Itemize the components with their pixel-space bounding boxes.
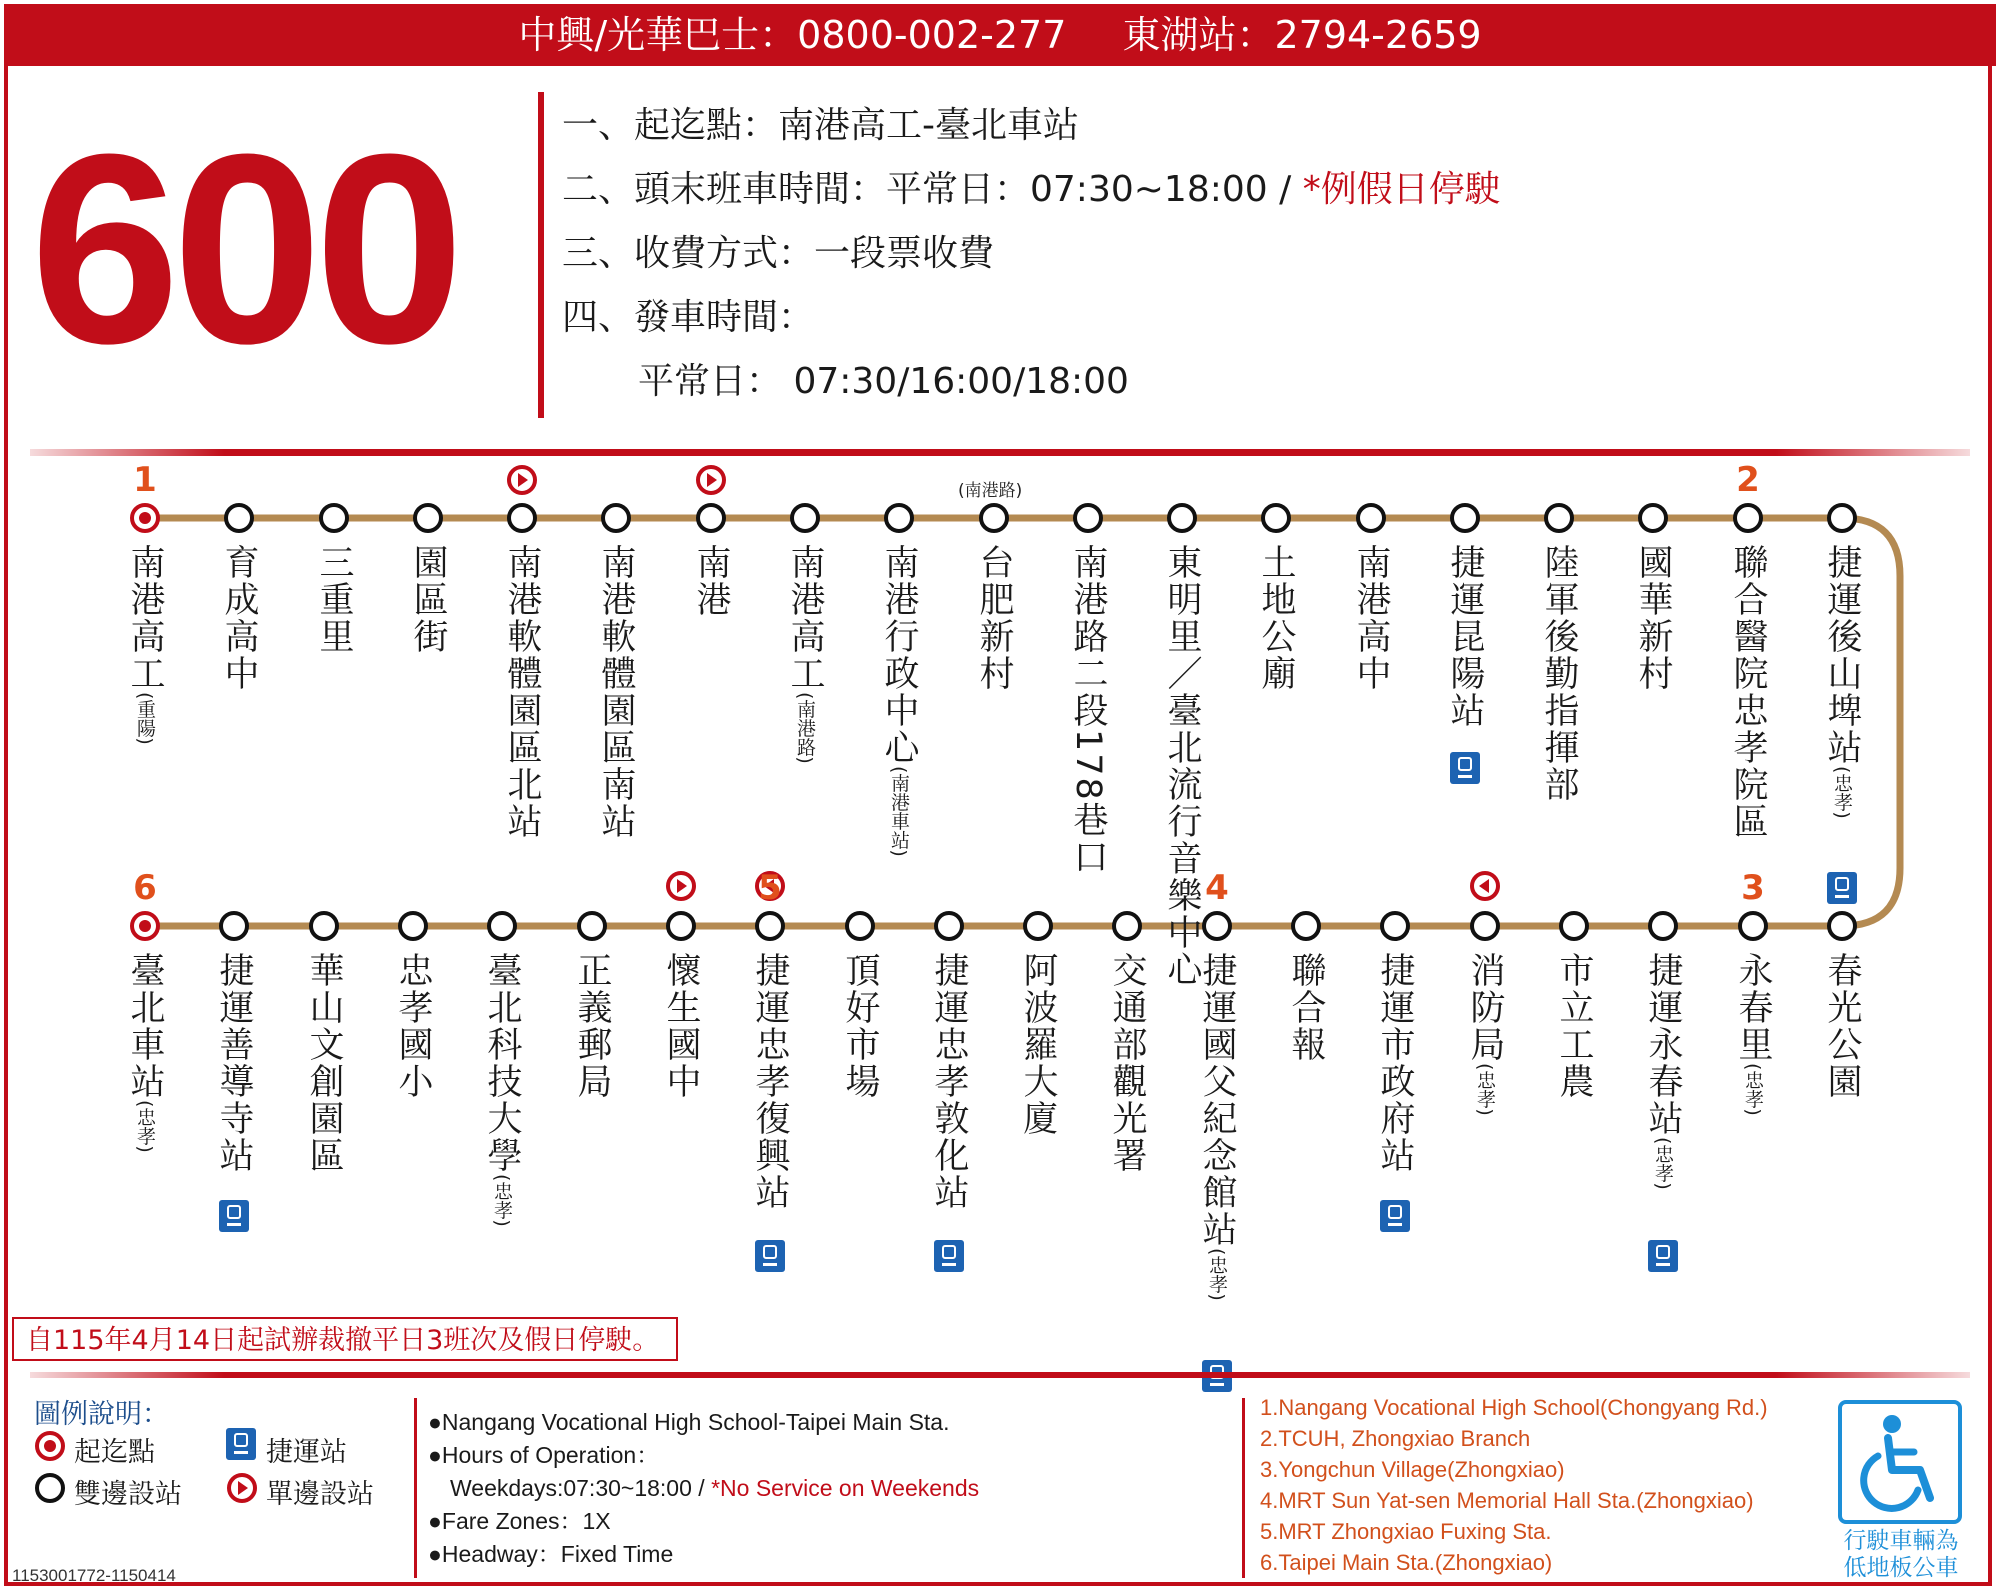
stop-name — [1822, 544, 1862, 819]
terminals-english — [1260, 1392, 1768, 1578]
mrt-icon — [1450, 752, 1480, 784]
stop-name-text: 陸軍後勤指揮部 — [1539, 544, 1579, 803]
stop-marker — [698, 505, 724, 531]
terminal-en-3: 3.Yongchun Village(Zhongxiao) — [1260, 1457, 1565, 1482]
stop-marker — [400, 913, 426, 939]
info-weekend-suspended: *例假日停駛 — [1302, 169, 1501, 210]
bottom-divider — [30, 1372, 1970, 1378]
stop-name-text: 捷運國父紀念館站 — [1197, 952, 1237, 1248]
terminal-en-5: 5.MRT Zhongxiao Fuxing Sta. — [1260, 1519, 1552, 1544]
stop-name-text: 東明里／臺北流行音樂中心 — [1162, 544, 1202, 988]
low-floor-label — [1826, 1528, 1976, 1582]
stop-sub-label: (忠孝) — [1474, 1063, 1496, 1116]
legend-mrt: 捷運站 — [266, 1437, 347, 1468]
terminal-en-1: 1.Nangang Vocational High School(Chongyang Rd.) — [1260, 1395, 1768, 1420]
stop-sub-label: (忠孝) — [1831, 766, 1853, 819]
terminal-en-4: 4.MRT Sun Yat-sen Memorial Hall Sta.(Zhongxiao) — [1260, 1488, 1754, 1513]
stop-marker — [1650, 913, 1676, 939]
stop-marker — [668, 913, 694, 939]
info-endpoints: 一、起迄點：南港高工-臺北車站 — [562, 105, 1079, 146]
english-info — [428, 1406, 979, 1571]
stop-name-text: 消防局 — [1465, 952, 1505, 1063]
stop-sub-label: (南港路) — [794, 692, 816, 764]
stop-marker — [1740, 913, 1766, 939]
info-hours-text: 二、頭末班車時間：平常日：07:30~18:00 / — [562, 169, 1303, 210]
stop-name-text: 頂好市場 — [840, 952, 880, 1100]
stop-marker — [936, 913, 962, 939]
stop-name — [1633, 544, 1673, 692]
stop-sub-label: (忠孝) — [1206, 1248, 1228, 1301]
stop-marker — [757, 913, 783, 939]
en-hours-title: ●Hours of Operation： — [428, 1442, 660, 1468]
stop-name — [1197, 952, 1237, 1301]
stop-name — [750, 952, 790, 1211]
stop-name — [502, 544, 542, 840]
road-note: (南港路) — [958, 481, 1023, 501]
low-floor-line1: 行駛車輛為 — [1843, 1528, 1959, 1554]
stop-name-text: 南港軟體園區北站 — [502, 544, 542, 840]
stop-name-text: 南港軟體園區南站 — [596, 544, 636, 840]
stop-name-text: 捷運忠孝敦化站 — [929, 952, 969, 1211]
legend-single-symbol — [226, 1472, 260, 1506]
stop-name-text: 捷運永春站 — [1643, 952, 1683, 1137]
wheelchair-icon — [1838, 1400, 1962, 1524]
stop-marker — [847, 913, 873, 939]
stop-name — [1539, 544, 1579, 803]
terminal-dot — [139, 920, 151, 932]
mrt-icon — [1380, 1200, 1410, 1232]
mrt-icon — [1648, 1240, 1678, 1272]
stop-name-text: 南港高工 — [785, 544, 825, 692]
stop-name — [1728, 544, 1768, 840]
terminal-number: 1 — [133, 460, 157, 500]
en-weekends: *No Service on Weekends — [711, 1475, 980, 1501]
stop-marker — [1075, 505, 1101, 531]
info-departures-times: 平常日： 07:30/16:00/18:00 — [638, 361, 1129, 402]
station-phone: 東湖站：2794-2659 — [1122, 13, 1482, 57]
stop-sub-label: (南港車站) — [888, 766, 910, 857]
stop-name-text: 捷運後山埤站 — [1822, 544, 1862, 766]
stop-marker — [886, 505, 912, 531]
stop-name-text: 臺北車站 — [125, 952, 165, 1100]
mrt-icon — [1827, 872, 1857, 904]
stop-name-text: 聯合報 — [1286, 952, 1326, 1063]
stop-name-text: 捷運善導寺站 — [214, 952, 254, 1174]
info-departures-title: 四、發車時間： — [562, 297, 815, 338]
stop-name — [1256, 544, 1296, 692]
stop-marker — [1114, 913, 1140, 939]
stop-marker — [792, 505, 818, 531]
stop-marker — [1382, 913, 1408, 939]
stop-name — [661, 952, 701, 1100]
stop-name — [125, 544, 165, 745]
stop-name — [840, 952, 880, 1100]
stop-name — [1107, 952, 1147, 1174]
stop-name — [572, 952, 612, 1100]
en-headway: ●Headway：Fixed Time — [428, 1541, 674, 1567]
stop-marker — [1025, 913, 1051, 939]
stop-marker — [311, 913, 337, 939]
stop-marker — [226, 505, 252, 531]
stop-name-text: 華山文創園區 — [304, 952, 344, 1174]
stop-name-text: 土地公廟 — [1256, 544, 1296, 692]
stop-name-text: 永春里 — [1733, 952, 1773, 1063]
stop-marker — [221, 913, 247, 939]
legend-mrt-icon — [226, 1428, 256, 1460]
stop-name-text: 市立工農 — [1554, 952, 1594, 1100]
legend-single: 單邊設站 — [266, 1479, 374, 1510]
terminals-divider — [1242, 1398, 1245, 1578]
stop-marker — [1640, 505, 1666, 531]
stop-name — [1068, 544, 1108, 876]
company-hotline: 中興/光華巴士：0800-002-277 — [518, 13, 1067, 57]
stop-name — [214, 952, 254, 1174]
stop-name-text: 南港 — [691, 544, 731, 618]
legend-both: 雙邊設站 — [74, 1479, 182, 1510]
stop-name-text: 南港路二段178巷口 — [1068, 544, 1108, 876]
terminal-number: 3 — [1741, 868, 1765, 908]
stop-name — [1445, 544, 1485, 729]
stop-name-text: 聯合醫院忠孝院區 — [1728, 544, 1768, 840]
stop-name-text: 南港高工 — [125, 544, 165, 692]
stop-name — [1554, 952, 1594, 1100]
stop-name — [879, 544, 919, 857]
stop-name — [408, 544, 448, 655]
mrt-icon — [219, 1200, 249, 1232]
stop-sub-label: (重陽) — [134, 692, 156, 745]
stop-name-text: 台肥新村 — [974, 544, 1014, 692]
stop-marker — [603, 505, 629, 531]
legend-terminal: 起迄點 — [74, 1437, 155, 1468]
en-endpoints: ●Nangang Vocational High School-Taipei Main Sta. — [428, 1409, 950, 1435]
stop-name-text: 正義郵局 — [572, 952, 612, 1100]
stop-name-text: 南港行政中心 — [879, 544, 919, 766]
stop-name — [1733, 952, 1773, 1116]
mrt-icon — [755, 1240, 785, 1272]
stop-marker — [415, 505, 441, 531]
stop-name-text: 捷運忠孝復興站 — [750, 952, 790, 1211]
stop-name — [393, 952, 433, 1100]
terminal-en-6: 6.Taipei Main Sta.(Zhongxiao) — [1260, 1550, 1553, 1575]
both-sides-icon — [37, 1475, 63, 1501]
terminal-dot — [139, 512, 151, 524]
stop-name-text: 園區街 — [408, 544, 448, 655]
en-hours — [428, 1472, 979, 1505]
stop-marker — [1561, 913, 1587, 939]
terminal-number: 6 — [133, 868, 157, 908]
low-floor-line2: 低地板公車 — [1843, 1555, 1959, 1581]
stop-marker — [1829, 913, 1855, 939]
stop-sub-label: (忠孝) — [1742, 1063, 1764, 1116]
stop-name-text: 育成高中 — [219, 544, 259, 692]
stop-name — [1822, 952, 1862, 1100]
route-number: 600 — [30, 99, 457, 400]
stop-name — [1375, 952, 1415, 1174]
terminal-number: 4 — [1205, 868, 1229, 908]
stop-name — [1643, 952, 1683, 1190]
stop-marker — [1204, 913, 1230, 939]
terminal-en-2: 2.TCUH, Zhongxiao Branch — [1260, 1426, 1531, 1451]
terminal-number: 2 — [1736, 460, 1760, 500]
stop-name-text: 臺北科技大學 — [482, 952, 522, 1174]
stop-name — [125, 952, 165, 1153]
stop-name — [482, 952, 522, 1227]
stop-name — [1286, 952, 1326, 1063]
stop-marker — [1829, 505, 1855, 531]
stop-marker — [489, 913, 515, 939]
stop-marker — [1293, 913, 1319, 939]
stop-name — [219, 544, 259, 692]
stop-sub-label: (忠孝) — [134, 1100, 156, 1153]
stop-name — [596, 544, 636, 840]
stop-name — [691, 544, 731, 618]
stop-name-text: 懷生國中 — [661, 952, 701, 1100]
stop-name-text: 交通部觀光署 — [1107, 952, 1147, 1174]
stop-name — [1018, 952, 1058, 1137]
terminal-number: 5 — [758, 868, 782, 908]
document-code: 1153001772-1150414 — [12, 1566, 176, 1585]
stop-name-text: 南港高中 — [1351, 544, 1391, 692]
stop-marker — [1735, 505, 1761, 531]
info-fare: 三、收費方式：一段票收費 — [562, 233, 995, 274]
stop-name — [1351, 544, 1391, 692]
stop-marker — [321, 505, 347, 531]
stop-marker — [579, 913, 605, 939]
stop-name — [1465, 952, 1505, 1116]
stop-name-text: 阿波羅大廈 — [1018, 952, 1058, 1137]
stop-name — [314, 544, 354, 655]
stop-name-text: 三重里 — [314, 544, 354, 655]
stop-name — [304, 952, 344, 1174]
stop-name-text: 忠孝國小 — [393, 952, 433, 1100]
stop-marker — [509, 505, 535, 531]
stop-name-text: 春光公園 — [1822, 952, 1862, 1100]
stop-name-text: 捷運市政府站 — [1375, 952, 1415, 1174]
en-fare: ●Fare Zones：1X — [428, 1508, 611, 1534]
stop-marker — [1472, 913, 1498, 939]
stop-sub-label: (忠孝) — [1652, 1137, 1674, 1190]
en-weekdays: Weekdays:07:30~18:00 / — [450, 1475, 712, 1501]
stop-name — [974, 544, 1014, 692]
stop-marker — [1452, 505, 1478, 531]
stop-marker — [1263, 505, 1289, 531]
mrt-icon — [934, 1240, 964, 1272]
stop-name — [929, 952, 969, 1211]
stop-marker — [1358, 505, 1384, 531]
stop-marker — [1169, 505, 1195, 531]
legend-title: 圖例說明： — [34, 1399, 169, 1430]
stop-marker — [981, 505, 1007, 531]
stop-marker — [1546, 505, 1572, 531]
stop-name — [785, 544, 825, 764]
stop-name-text: 捷運昆陽站 — [1445, 544, 1485, 729]
legend-divider — [414, 1398, 417, 1578]
stop-name — [1162, 544, 1202, 988]
stop-sub-label: (忠孝) — [491, 1174, 513, 1227]
stop-name-text: 國華新村 — [1633, 544, 1673, 692]
service-notice: 自115年4月14日起試辦裁撤平日3班次及假日停駛。 — [12, 1317, 678, 1361]
legend-symbols-left — [34, 1430, 74, 1520]
